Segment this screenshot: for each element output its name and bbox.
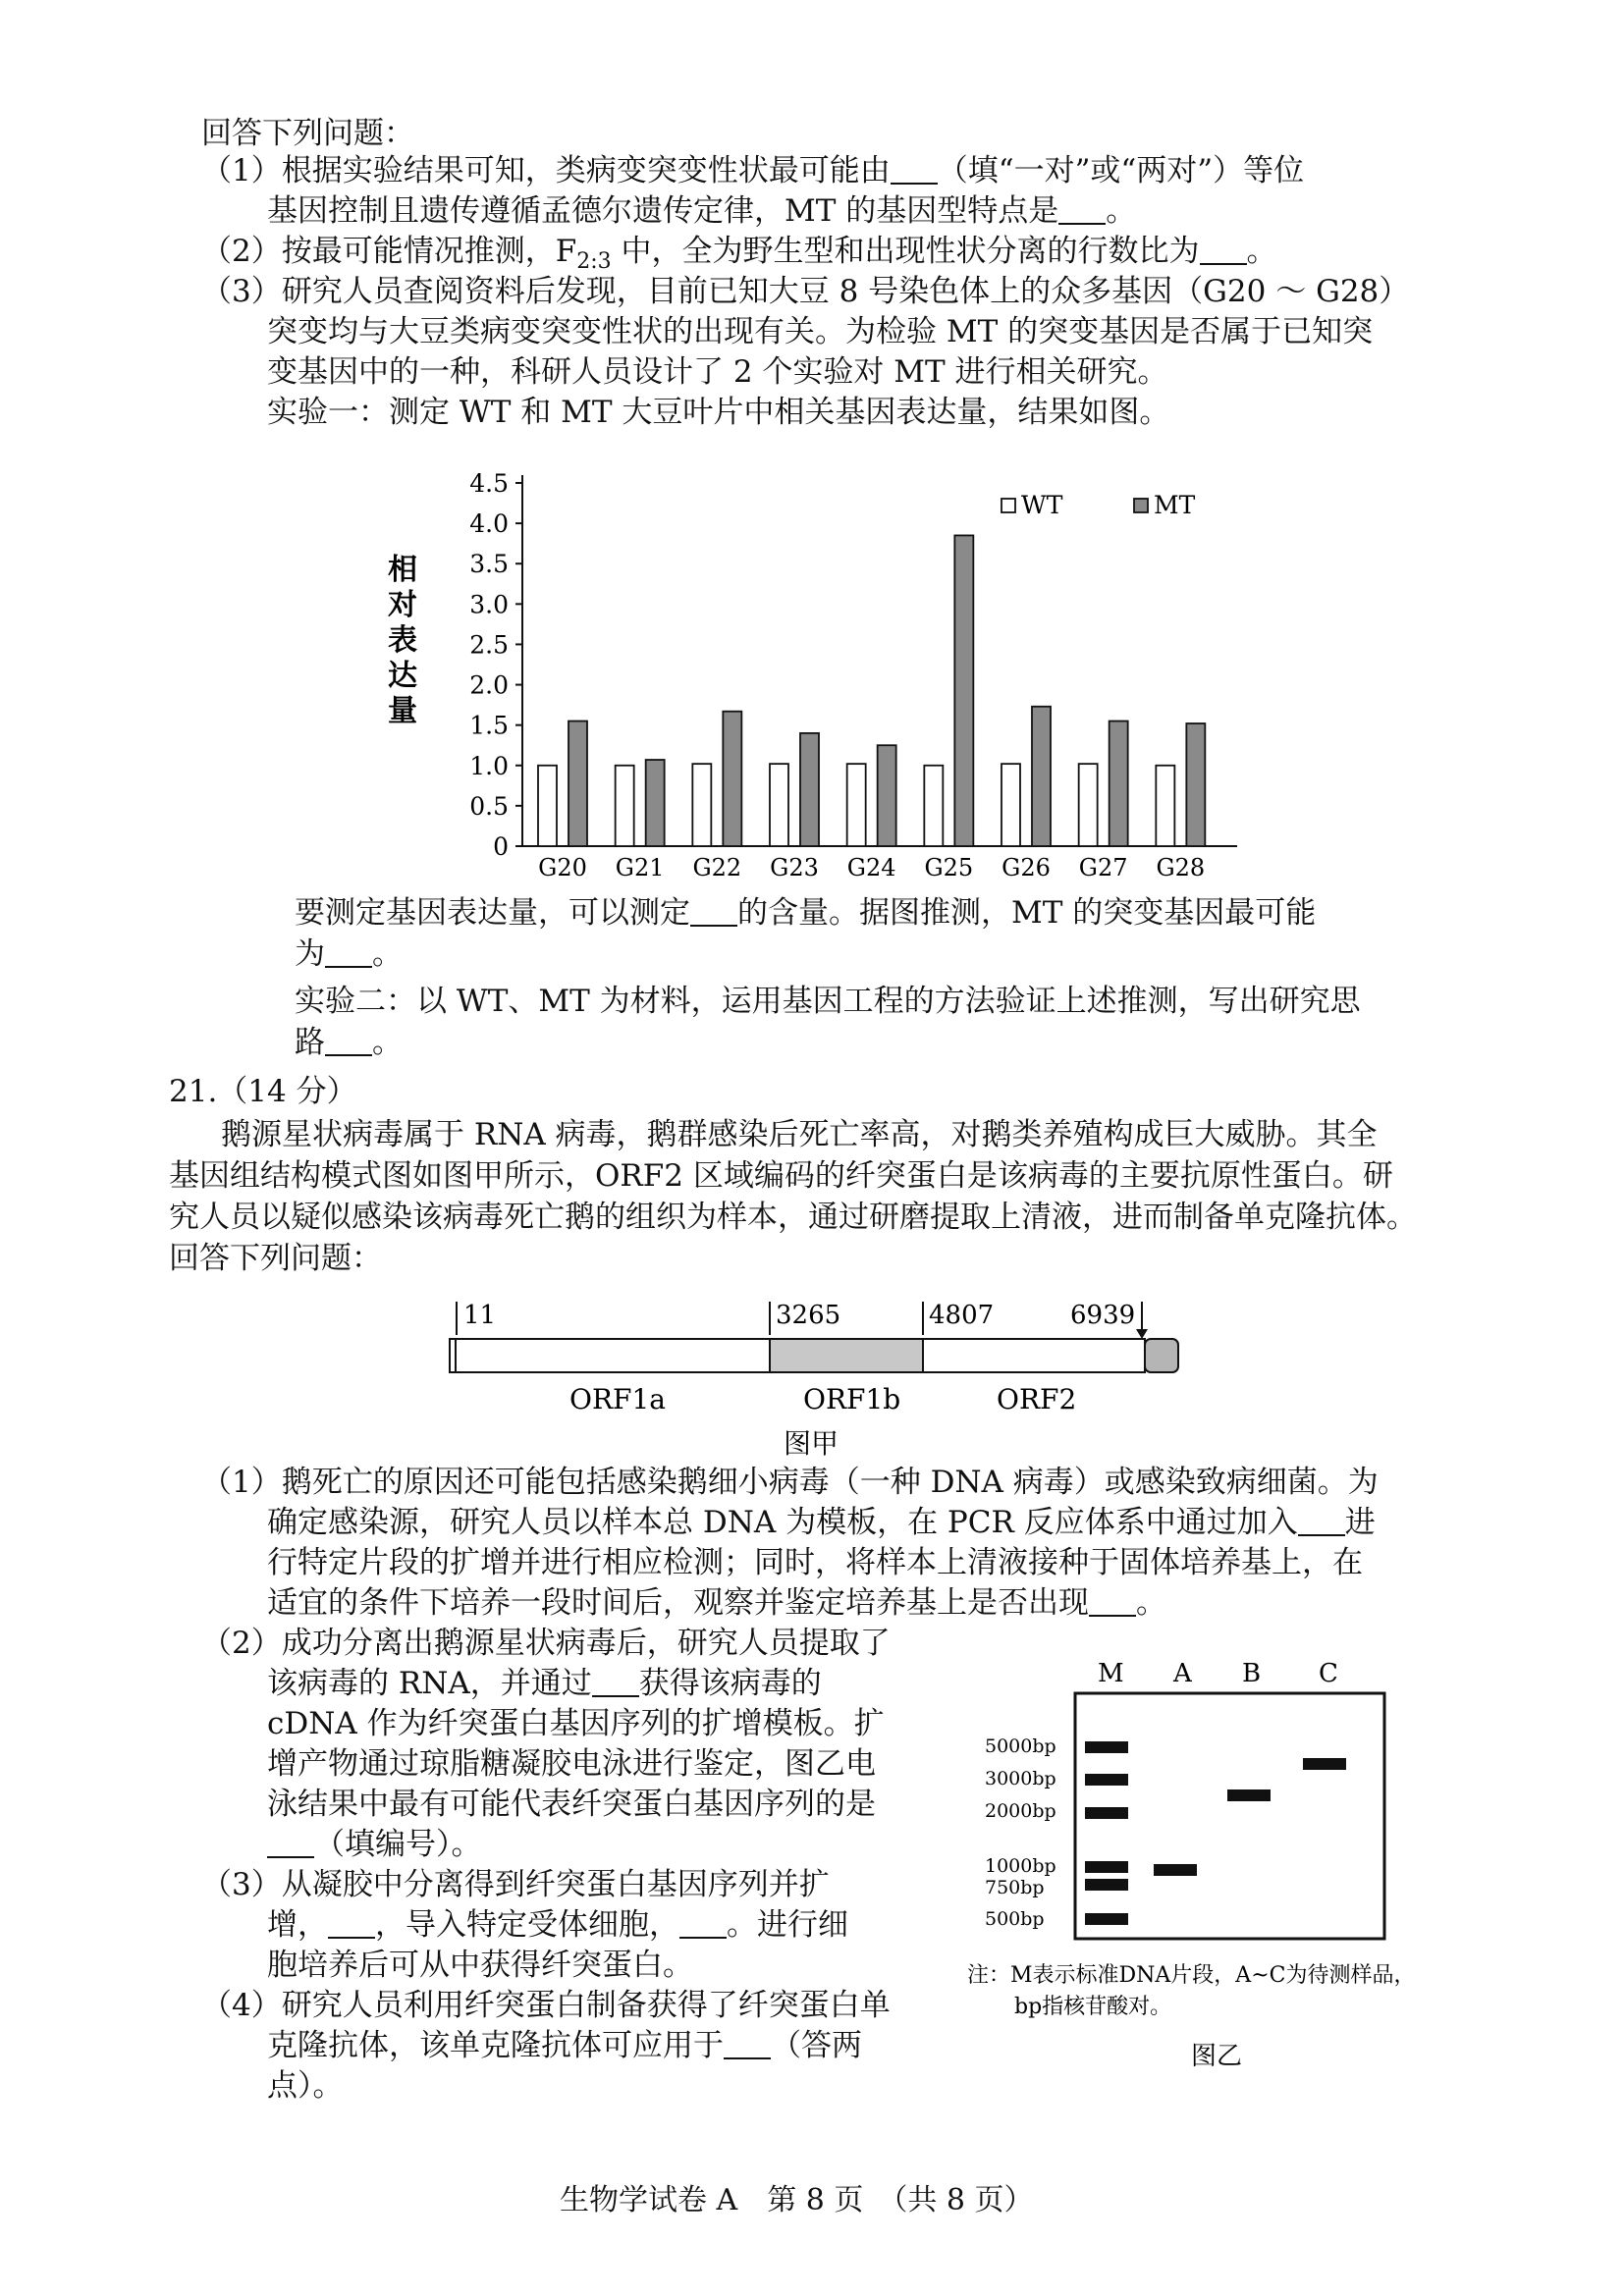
sample-c-band [1303,1758,1346,1770]
bar-wt [924,766,943,846]
y-axis-label-char: 对 [388,588,417,622]
orf1b-region [770,1339,923,1372]
ladder-label: 1000bp [985,1855,1056,1877]
bar-wt [1079,764,1098,846]
ladder-label: 3000bp [985,1768,1056,1789]
bar-wt [616,766,634,846]
experiment-2-line2: 路 。 [295,1025,403,1060]
answer-blank [679,1907,727,1939]
q21-part1-line2: 确定感染源，研究人员以样本总 DNA 为模板，在 PCR 反应体系中通过加入 进 [267,1505,1376,1540]
ladder-band [1085,1807,1128,1819]
bar-mt [646,760,665,846]
x-tick-label: G27 [1078,854,1128,881]
gel-electrophoresis-diagram [967,1654,1478,2076]
answer-blank [328,1907,375,1939]
bar-mt [723,712,741,846]
q21-part2-line4: 增产物通过琼脂糖凝胶电泳进行鉴定，图乙电 [267,1746,876,1782]
x-tick-label: G23 [770,854,819,881]
bar-wt [847,764,866,846]
answer-blank [325,1025,372,1056]
ladder-band [1085,1879,1128,1891]
y-axis-label-char: 达 [388,659,417,693]
experiment-1-text: 实验一：测定 WT 和 MT 大豆叶片中相关基因表达量，结果如图。 [267,395,1170,430]
after-chart-line2: 为 。 [295,936,403,972]
y-axis-label-char: 相 [388,553,417,587]
bar-mt [1186,723,1205,846]
page-footer: 生物学试卷 A 第 8 页 （共 8 页） [560,2183,1034,2217]
region-label-orf2: ORF2 [997,1383,1077,1415]
legend-swatch [1134,499,1148,512]
y-tick-label: 0 [493,832,509,861]
q21-part4-line1: （4）研究人员利用纤突蛋白制备获得了纤突蛋白单 [201,1988,891,2023]
q20-part2: （2）按最可能情况推测，$F_{2:3}$ 中，全为野生型和出现性状分离的行数比为 。 [201,234,1277,275]
bar-wt [692,764,711,846]
figure-b-caption: 图乙 [1191,2042,1243,2071]
q21-part2-line5: 泳结果中最有可能代表纤突蛋白基因序列的是 [267,1787,876,1822]
x-tick-label: G28 [1156,854,1206,881]
x-tick-label: G22 [692,854,742,881]
q20-part1-line1: （1）根据实验结果可知，类病变突变性状最可能由 （填“一对”或“两对”）等位 [201,153,1305,188]
ladder-band [1085,1861,1128,1873]
genome-structure-diagram [432,1294,1198,1461]
figure-a-caption: 图甲 [784,1427,839,1460]
q21-part2-line1: （2）成功分离出鹅源星状病毒后，研究人员提取了 [201,1626,891,1661]
y-tick-label: 0.5 [469,791,509,821]
lane-label: M [1098,1659,1124,1688]
y-tick-label: 4.5 [469,469,509,498]
q21-part4-line3: 点）。 [267,2068,344,2104]
q21-part3-line3: 胞培养后可从中获得纤突蛋白。 [267,1948,693,1983]
answer-blank [1298,1505,1345,1536]
answer-blank [724,2028,771,2059]
bar-mt [954,535,973,846]
lane-label: A [1173,1659,1192,1688]
q21-part3-line1: （3）从凝胶中分离得到纤突蛋白基因序列并扩 [201,1867,830,1902]
bar-mt [800,733,819,846]
gel-note-line2: bp指核苷酸对。 [1014,1995,1172,2019]
orf2-region [923,1339,1145,1372]
gel-note-line1: 注：M表示标准DNA片段，A~C为待测样品， [967,1963,1416,1988]
q21-part1-line3: 行特定片段的扩增并进行相应检测；同时，将样本上清液接种于固体培养基上，在 [267,1545,1363,1580]
q21-part4-line2: 克隆抗体，该单克隆抗体可应用于 （答两 [267,2028,862,2063]
legend-swatch [1001,499,1015,512]
legend-label: MT [1154,491,1196,519]
bar-mt [878,745,896,846]
y-tick-label: 3.5 [469,550,509,579]
y-tick-label: 2.5 [469,630,509,660]
sample-b-band [1227,1789,1271,1801]
x-tick-label: G24 [846,854,896,881]
after-chart-line1: 要测定基因表达量，可以测定 的含量。据图推测，MT 的突变基因最可能 [295,895,1317,931]
answer-blank [1058,193,1106,225]
position-label: 6939 [1070,1301,1136,1330]
y-tick-label: 1.5 [469,711,509,740]
y-tick-label: 3.0 [469,590,509,619]
y-tick-label: 4.0 [469,509,509,539]
bar-wt [1156,766,1174,846]
ladder-label: 5000bp [985,1735,1056,1757]
position-label: 11 [463,1301,497,1330]
q21-heading: 21.（14 分） [169,1074,357,1109]
bar-wt [770,764,788,846]
lane-label: C [1319,1659,1338,1688]
sample-a-band [1154,1864,1197,1876]
gene-expression-bar-chart [373,452,1257,893]
ladder-label: 2000bp [985,1800,1056,1822]
answer-blank [891,153,938,185]
q21-intro-line2: 基因组结构模式图如图甲所示，ORF2 区域编码的纤突蛋白是该病毒的主要抗原性蛋白。研 [169,1158,1393,1194]
ladder-band [1085,1741,1128,1753]
lane-label: B [1242,1659,1262,1688]
bar-mt [568,721,587,846]
position-label: 3265 [776,1301,841,1330]
orf1a-region [456,1339,770,1372]
q20-part3-line2: 突变均与大豆类病变突变性状的出现有关。为检验 MT 的突变基因是否属于已知突 [267,314,1374,349]
y-axis-label-char: 表 [388,623,417,658]
x-tick-label: G26 [1001,854,1051,881]
answer-blank [267,1827,314,1858]
q21-part3-line2: 增， ，导入特定受体细胞， 。进行细 [267,1907,848,1943]
answer-blank [592,1666,639,1697]
bar-wt [1001,764,1020,846]
q20-part3-line1: （3）研究人员查阅资料后发现，目前已知大豆 8 号染色体上的众多基因（G20 ～ G28） [201,274,1410,309]
position-label: 4807 [929,1301,995,1330]
answer-blank [325,936,372,968]
y-tick-label: 1.0 [469,751,509,780]
experiment-2-line1: 实验二：以 WT、MT 为材料，运用基因工程的方法验证上述推测，写出研究思 [295,984,1361,1019]
q21-part1-line4: 适宜的条件下培养一段时间后，观察并鉴定培养基上是否出现 。 [267,1585,1166,1621]
ladder-label: 750bp [985,1877,1045,1898]
x-tick-label: G25 [924,854,974,881]
x-tick-label: G21 [615,854,665,881]
x-tick-label: G20 [538,854,587,881]
answer-prompt: 回答下列问题： [201,116,414,151]
q21-intro-line3: 究人员以疑似感染该病毒死亡鹅的组织为样本，通过研磨提取上清液，进而制备单克隆抗体。 [169,1200,1417,1235]
answer-blank [1089,1585,1136,1617]
q21-part2-line6: （填编号）。 [267,1825,482,1864]
region-label-orf1b: ORF1b [803,1383,901,1415]
q21-intro-line1: 鹅源星状病毒属于 RNA 病毒，鹅群感染后死亡率高，对鹅类养殖构成巨大威胁。其全 [221,1117,1378,1152]
region-label-orf1a: ORF1a [569,1383,666,1415]
bar-wt [538,766,557,846]
answer-blank [690,895,737,927]
ladder-label: 500bp [985,1908,1045,1930]
q21-part2-line3: cDNA 作为纤突蛋白基因序列的扩增模板。扩 [267,1706,885,1741]
y-axis-label-char: 量 [388,694,417,728]
legend-label: WT [1021,491,1063,519]
ladder-band [1085,1913,1128,1925]
bar-mt [1032,707,1051,846]
answer-blank [1200,234,1247,265]
y-tick-label: 2.0 [469,670,509,700]
q21-part1-line1: （1）鹅死亡的原因还可能包括感染鹅细小病毒（一种 DNA 病毒）或感染致病细菌。为 [201,1465,1379,1500]
q21-part2-line2: 该病毒的 RNA，并通过 获得该病毒的 [267,1666,822,1701]
ladder-band [1085,1774,1128,1786]
q21-intro-line4: 回答下列问题： [169,1241,382,1276]
q20-part3-line3: 变基因中的一种，科研人员设计了 2 个实验对 MT 进行相关研究。 [267,354,1168,390]
bar-mt [1110,721,1128,846]
genome-3-end [1145,1339,1178,1372]
q20-part1-line2: 基因控制且遗传遵循孟德尔遗传定律，MT 的基因型特点是 。 [267,193,1137,229]
